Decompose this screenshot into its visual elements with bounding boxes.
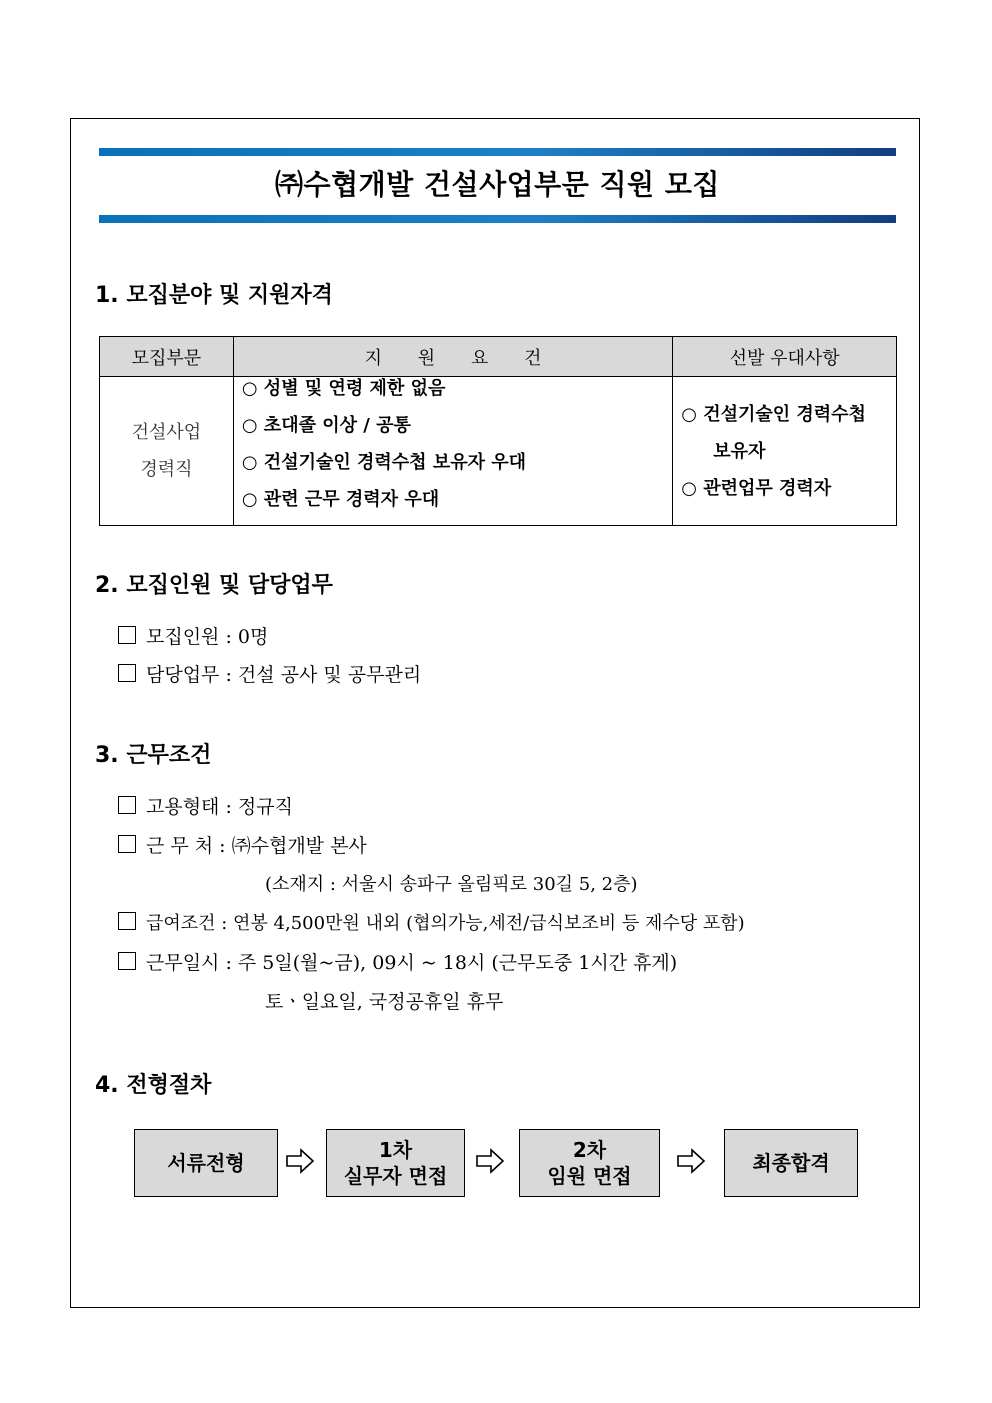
list-item — [118, 622, 268, 649]
arrow-right-icon — [285, 1148, 315, 1174]
arrow-right-icon — [676, 1148, 706, 1174]
list-item-text: 근무일시 : 주 5일(월~금), 09시 ~ 18시 (근무도중 1시간 휴게) — [146, 952, 678, 974]
preference-item: ○ 건설기술인 경력수첩 — [681, 403, 866, 425]
requirements-table — [99, 336, 897, 526]
table-header-row — [100, 337, 897, 377]
list-item — [118, 909, 745, 935]
section3-heading: 3. 근무조건 — [95, 743, 212, 768]
list-item — [118, 660, 421, 687]
flow-step-interview1 — [326, 1129, 465, 1197]
list-item-text: 급여조건 : 연봉 4,500만원 내외 (협의가능,세전/급식보조비 등 제수당 포함) — [146, 913, 745, 934]
checkbox-icon — [118, 835, 136, 853]
title-bar-top — [99, 148, 896, 156]
flow-step-line2: 실무자 면접 — [343, 1164, 448, 1188]
title-bar-bottom — [99, 215, 896, 223]
section2-heading: 2. 모집인원 및 담당업무 — [95, 573, 333, 598]
flow-step-interview2 — [519, 1129, 660, 1197]
holiday-note: 토ㆍ일요일, 국정공휴일 휴무 — [265, 991, 504, 1013]
checkbox-icon — [118, 912, 136, 930]
requirement-item: ○ 초대졸 이상 / 공통 — [241, 415, 411, 436]
preferences-cell — [673, 377, 897, 526]
page-title: ㈜수협개발 건설사업부문 직원 모집 — [275, 168, 720, 201]
flow-step-line2: 임원 면접 — [547, 1164, 632, 1188]
flow-step-document — [134, 1129, 278, 1197]
section4-heading: 4. 전형절차 — [95, 1073, 212, 1098]
requirements-cell — [233, 377, 672, 526]
requirement-item: ○ 관련 근무 경력자 우대 — [241, 489, 440, 510]
checkbox-icon — [118, 796, 136, 814]
flow-step-line1: 1차 — [378, 1138, 413, 1162]
table-row — [100, 377, 897, 526]
checkbox-icon — [118, 664, 136, 682]
category-line1: 건설사업 — [131, 422, 202, 443]
flow-step-line1: 2차 — [572, 1138, 607, 1162]
category-line2: 경력직 — [140, 459, 193, 480]
requirement-item: ○ 성별 및 연령 제한 없음 — [241, 378, 446, 399]
list-item-text: 근 무 처 : ㈜수협개발 본사 — [146, 835, 367, 857]
list-item-text: 담당업무 : 건설 공사 및 공무관리 — [146, 664, 422, 686]
header-category: 모집부문 — [100, 337, 234, 377]
arrow-right-icon — [475, 1148, 505, 1174]
list-item-text: 모집인원 : 0명 — [146, 626, 269, 648]
list-item — [118, 948, 677, 975]
flow-step-final — [724, 1129, 858, 1197]
requirement-item: ○ 건설기술인 경력수첩 보유자 우대 — [241, 452, 527, 473]
checkbox-icon — [118, 626, 136, 644]
header-requirements: 지 원 요 건 — [233, 337, 672, 377]
list-item — [118, 792, 293, 819]
header-preferences: 선발 우대사항 — [673, 337, 897, 377]
address-note: (소재지 : 서울시 송파구 올림픽로 30길 5, 2층) — [265, 874, 638, 895]
flow-step-line1: 최종합격 — [752, 1151, 830, 1175]
preference-item: ○ 관련업무 경력자 — [681, 477, 832, 499]
checkbox-icon — [118, 952, 136, 970]
preference-item: 보유자 — [713, 440, 766, 462]
section1-heading: 1. 모집분야 및 지원자격 — [95, 283, 333, 308]
flow-step-line1: 서류전형 — [167, 1151, 245, 1175]
list-item — [118, 831, 367, 858]
list-item-text: 고용형태 : 정규직 — [146, 796, 293, 818]
category-cell — [100, 377, 234, 526]
